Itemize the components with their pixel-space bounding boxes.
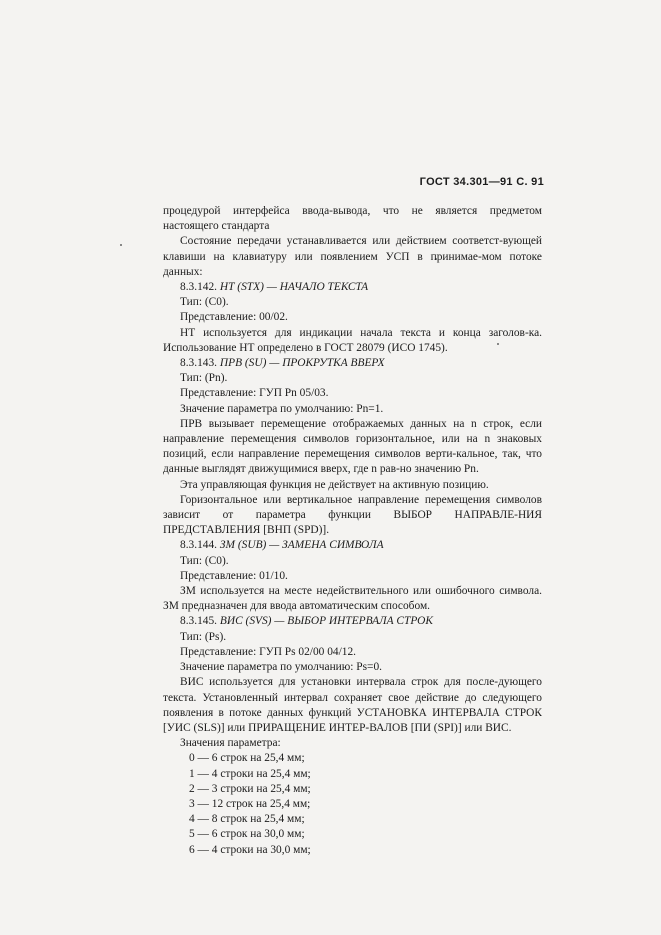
section-number: 8.3.142. bbox=[180, 281, 218, 294]
paragraph: ЗМ используется на месте недействительного или ошибочного символа. ЗМ предназначен для ввода автоматическим способом. bbox=[163, 585, 542, 613]
list-item: 6 — 4 строки на 30,0 мм; bbox=[189, 843, 311, 856]
list-item: 2 — 3 строки на 25,4 мм; bbox=[189, 782, 311, 795]
list-item: 0 — 6 строк на 25,4 мм; bbox=[189, 752, 305, 765]
scan-speck bbox=[120, 244, 122, 246]
type-line: Тип: (C0). bbox=[180, 296, 229, 309]
section-number: 8.3.144. bbox=[180, 539, 218, 552]
paragraph: Горизонтальное или вертикальное направление перемещения символов зависит от параметра функции ВЫБОР НАПРАВЛЕ-НИЯ ПРЕДСТАВЛЕНИЯ [ВНП (SPD)]. bbox=[163, 493, 542, 537]
list-item: 3 — 12 строк на 25,4 мм; bbox=[189, 797, 311, 810]
document-body bbox=[163, 204, 542, 858]
default-value-line: Значение параметра по умолчанию: Ps=0. bbox=[180, 661, 383, 674]
section-title: НТ (STX) — НАЧАЛО ТЕКСТА bbox=[219, 281, 369, 294]
paragraph: ВИС используется для установки интервала строк для после-дующего текста. Установленный интервал сохраняет свое действие до следующего появления в потоке данных функций УСТАНОВКА ИНТЕРВАЛА СТРОК [УИС (SLS)] или ПРИРАЩЕНИЕ ИНТЕР-ВАЛОВ [ПИ (SPI)] или ВИС. bbox=[163, 676, 542, 734]
representation-line: Представление: 01/10. bbox=[180, 569, 288, 582]
type-line: Тип: (Ps). bbox=[180, 630, 227, 643]
page-header: ГОСТ 34.301—91 С. 91 bbox=[419, 176, 544, 188]
representation-line: Представление: ГУП Ps 02/00 04/12. bbox=[180, 645, 357, 658]
representation-line: Представление: 00/02. bbox=[180, 311, 288, 324]
values-label: Значения параметра: bbox=[180, 737, 281, 750]
section-heading-8-3-145 bbox=[163, 614, 542, 629]
paragraph: Состояние передачи устанавливается или действием соответст-вующей клавиши на клавиатуру или появлением УСП в принимае-мом потоке данных: bbox=[163, 235, 542, 278]
list-item: 1 — 4 строки на 25,4 мм; bbox=[189, 767, 311, 780]
section-title: ПРВ (SU) — ПРОКРУТКА ВВЕРХ bbox=[219, 357, 385, 370]
section-heading-8-3-143 bbox=[163, 356, 542, 371]
section-title: ЗМ (SUB) — ЗАМЕНА СИМВОЛА bbox=[219, 539, 384, 552]
paragraph: процедурой интерфейса ввода-вывода, что не является предметом настоящего стандарта bbox=[163, 205, 542, 233]
section-title: ВИС (SVS) — ВЫБОР ИНТЕРВАЛА СТРОК bbox=[219, 615, 433, 628]
representation-line: Представление: ГУП Pn 05/03. bbox=[180, 387, 329, 400]
list-item: 4 — 8 строк на 25,4 мм; bbox=[189, 813, 305, 826]
list-item: 5 — 6 строк на 30,0 мм; bbox=[189, 828, 305, 841]
paragraph: ПРВ вызывает перемещение отображаемых данных на n строк, если направление перемещения символов горизонтальное, или на n знаковых позиций, если направление перемещения символов верти-кальное, так, что данные выглядят движущимися вверх, где n рав-но значению Pn. bbox=[163, 417, 542, 476]
paragraph: НТ используется для индикации начала текста и конца заголов-ка. Использование НТ определено в ГОСТ 28079 (ИСО 1745). bbox=[163, 326, 542, 354]
type-line: Тип: (Pn). bbox=[180, 372, 228, 385]
section-heading-8-3-144 bbox=[163, 538, 542, 553]
section-number: 8.3.143. bbox=[180, 357, 218, 370]
section-number: 8.3.145. bbox=[180, 615, 218, 628]
type-line: Тип: (C0). bbox=[180, 554, 229, 567]
parameter-values-list bbox=[163, 751, 542, 857]
paragraph: Эта управляющая функция не действует на активную позицию. bbox=[180, 478, 489, 491]
section-heading-8-3-142 bbox=[163, 280, 542, 295]
default-value-line: Значение параметра по умолчанию: Pn=1. bbox=[180, 402, 384, 415]
